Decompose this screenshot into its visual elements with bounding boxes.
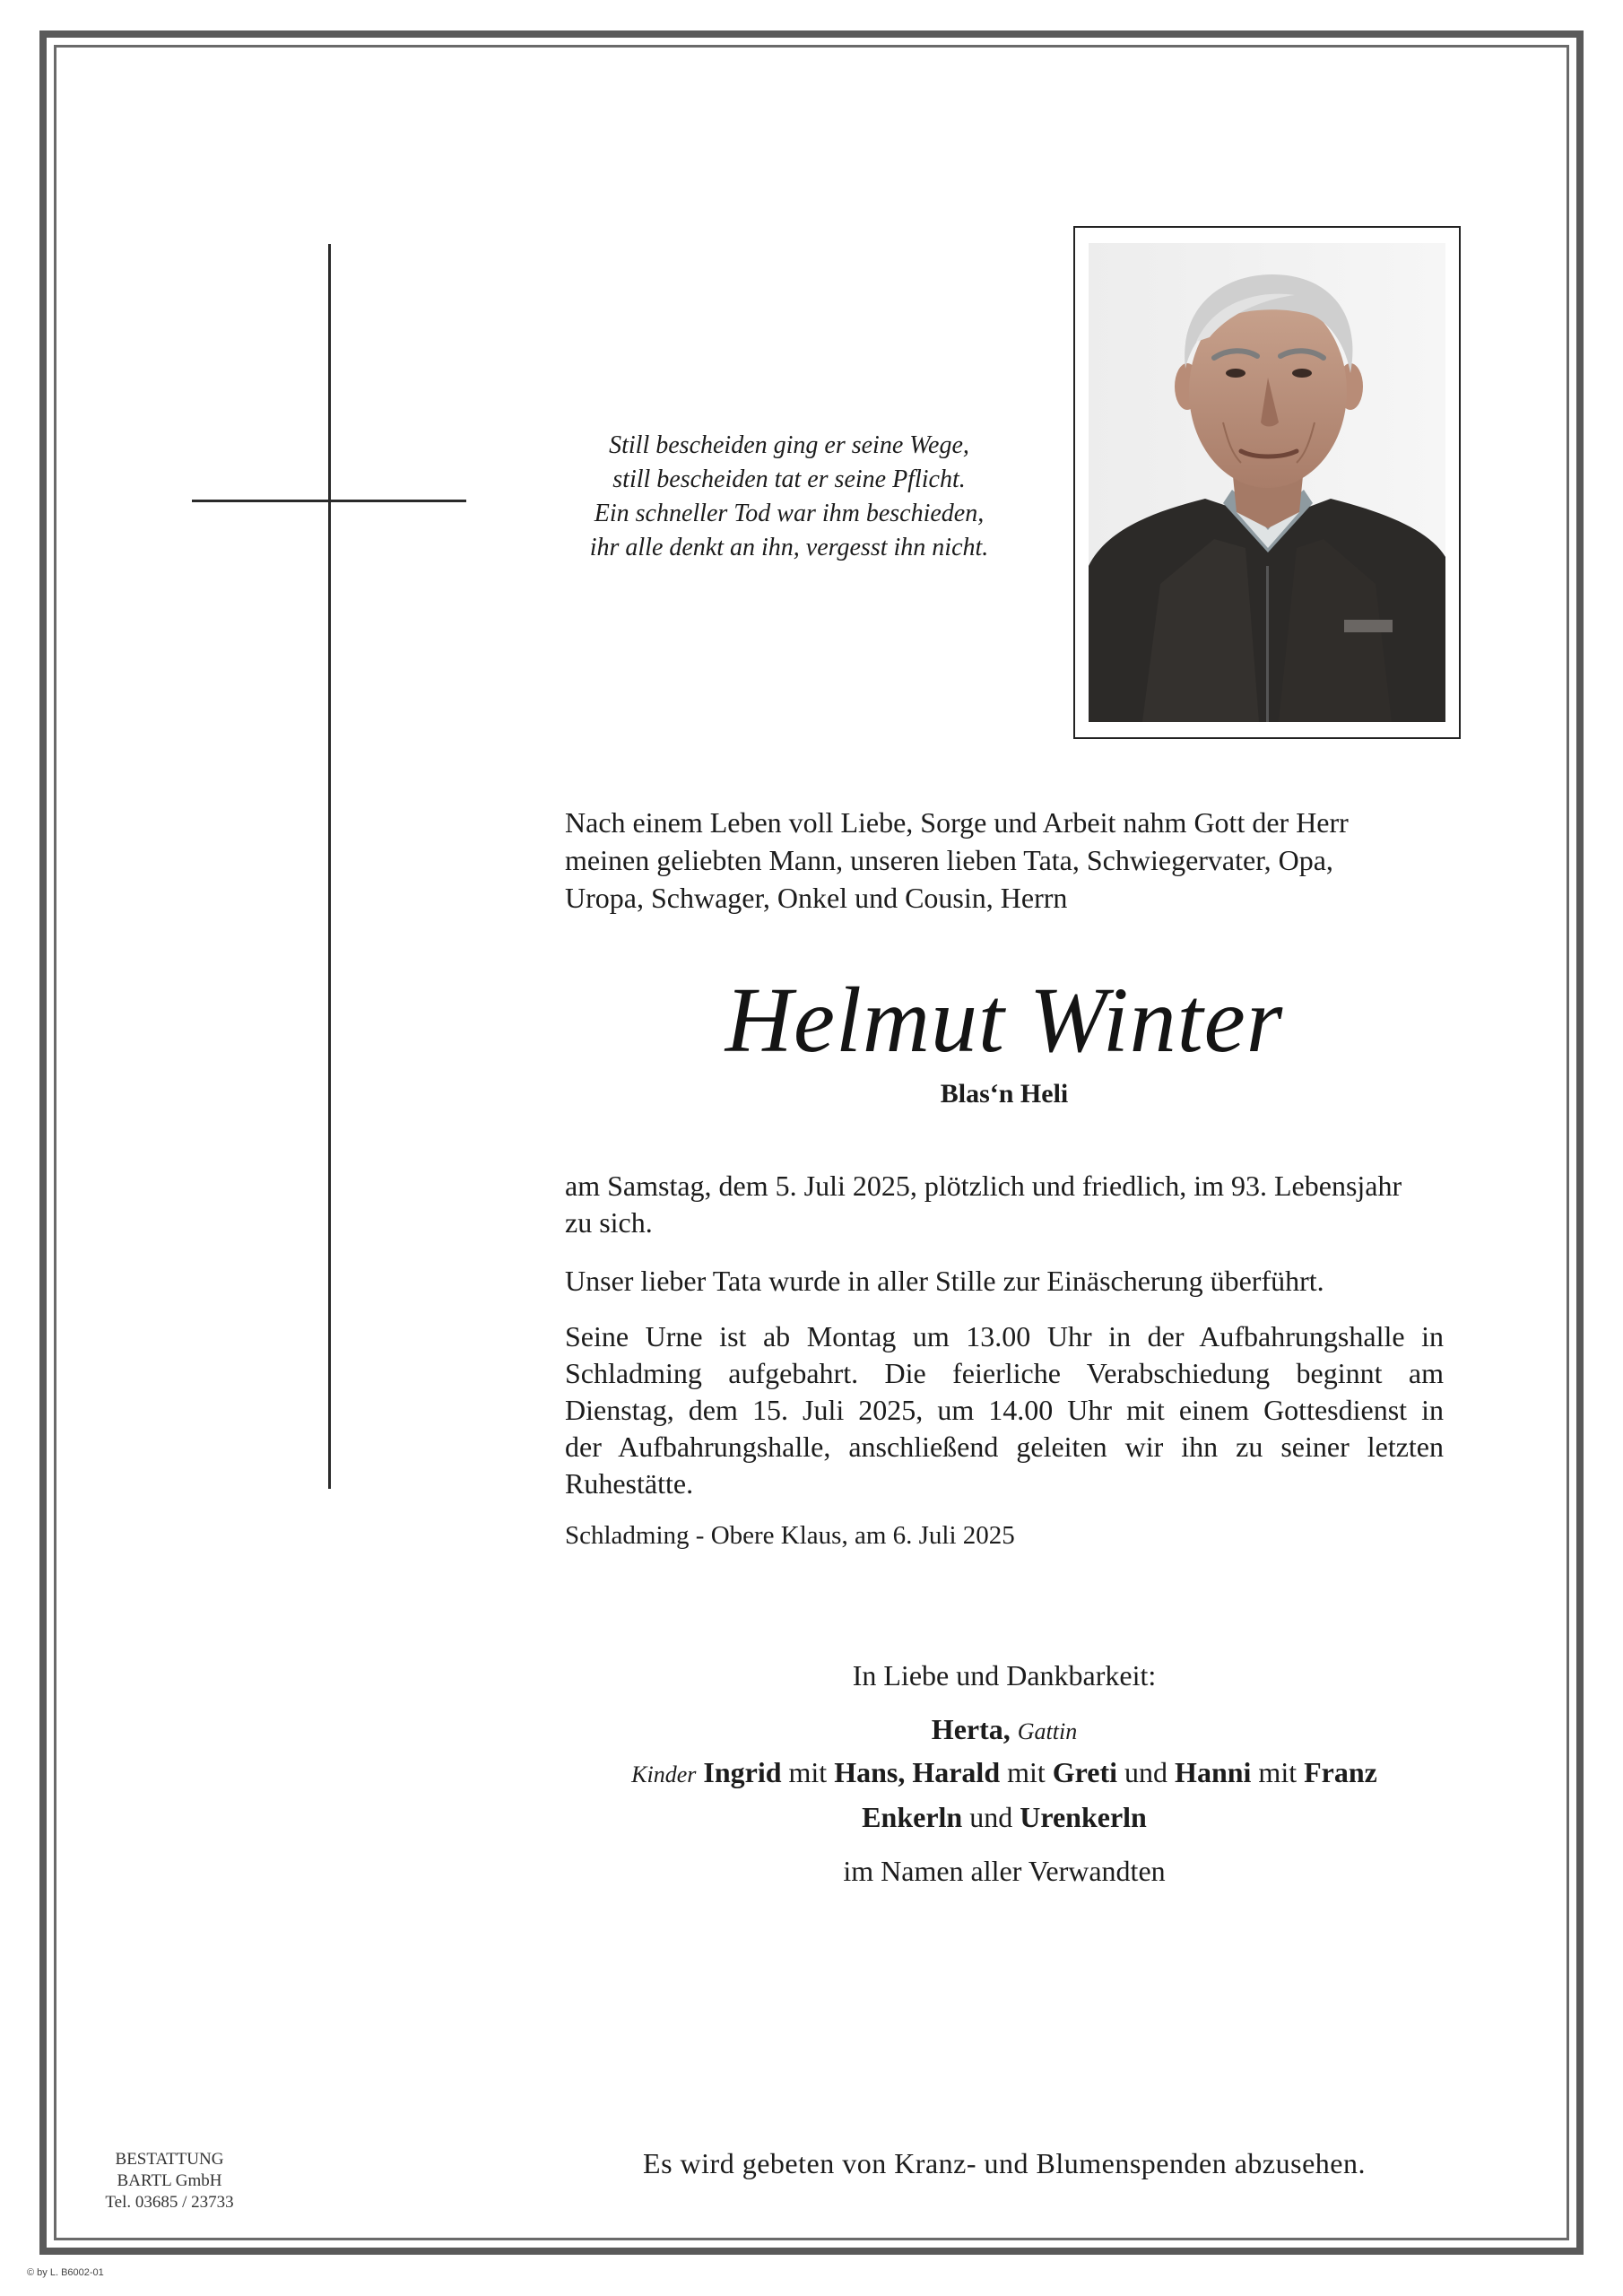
undertaker-line: BARTL GmbH [117,2171,222,2190]
ceremony-line: Dienstag, dem 15. Juli 2025, um 14.00 Uhr mit einem Gottesdienst in [565,1394,1444,1426]
wife-role: Gattin [1017,1718,1078,1744]
cremation-note [565,1263,1444,1300]
intro-paragraph [565,804,1444,917]
cremation-line: Unser lieber Tata wurde in aller Stille zur Einäscherung überführt. [565,1265,1324,1297]
child-name: Hanni [1175,1756,1252,1788]
ceremony-line: der Aufbahrungshalle, anschließend geleiten wir ihn zu seiner letzten [565,1431,1444,1463]
spouse-name: Hans, [834,1756,906,1788]
ceremony-line: Ruhestätte. [565,1467,694,1500]
connector-word: und [1124,1756,1168,1788]
mourner-children [538,1754,1471,1793]
memorial-poem [538,429,1040,565]
mourner-grandchildren [538,1799,1471,1835]
announcement-line: zu sich. [565,1206,653,1239]
spouse-name: Greti [1052,1756,1118,1788]
spouse-name: Franz [1304,1756,1377,1788]
wife-name: Herta, [931,1713,1011,1745]
flower-donation-note: Es wird gebeten von Kranz- und Blumenspenden abzusehen. [643,2147,1366,2179]
intro-line: Nach einem Leben voll Liebe, Sorge und Arbeit nahm Gott der Herr [565,806,1349,839]
portrait-frame [1073,226,1461,739]
grandchildren-label: Enkerln [862,1801,963,1833]
great-grandchildren-label: Urenkerln [1020,1801,1147,1833]
portrait-photo [1089,243,1445,722]
intro-line: meinen geliebten Mann, unseren lieben Tata, Schwiegervater, Opa, [565,844,1333,876]
child-name: Harald [912,1756,1001,1788]
poem-line: still bescheiden tat er seine Pflicht. [612,465,966,493]
place-and-date [565,1518,1444,1554]
ceremony-details [565,1318,1444,1502]
poem-line: Still bescheiden ging er seine Wege, [609,431,969,459]
child-name: Ingrid [703,1756,782,1788]
connector-word: mit [788,1756,828,1788]
connector-word: mit [1258,1756,1298,1788]
relatives-line: im Namen aller Verwandten [843,1855,1166,1887]
connector-word: und [969,1801,1013,1833]
intro-line: Uropa, Schwager, Onkel und Cousin, Herrn [565,882,1068,914]
undertaker-line: BESTATTUNG [115,2150,224,2169]
closing-greeting: In Liebe und Dankbarkeit: [852,1659,1157,1692]
undertaker-stamp [86,2149,253,2213]
deceased-nickname: Blas‘n Heli [940,1079,1069,1109]
ceremony-line: Schladming aufgebahrt. Die feierliche Verabschiedung beginnt am [565,1357,1444,1389]
portrait-illustration [1089,243,1445,722]
undertaker-line: Tel. 03685 / 23733 [105,2193,234,2212]
deceased-name: Helmut Winter [725,969,1284,1072]
children-label: Kinder [631,1761,697,1787]
death-announcement [565,1168,1444,1241]
ceremony-line: Seine Urne ist ab Montag um 13.00 Uhr in der Aufbahrungshalle in [565,1320,1444,1352]
announcement-line: am Samstag, dem 5. Juli 2025, plötzlich und friedlich, im 93. Lebensjahr [565,1170,1402,1202]
cross-vertical-bar [328,244,331,1489]
place-date-line: Schladming - Obere Klaus, am 6. Juli 2025 [565,1521,1015,1550]
poem-line: Ein schneller Tod war ihm beschieden, [594,500,985,527]
mourner-wife [538,1711,1471,1750]
cross-horizontal-bar [192,500,466,502]
connector-word: mit [1007,1756,1046,1788]
poem-line: ihr alle denkt an ihn, vergesst ihn nicht. [589,534,989,561]
copyright-notice: © by L. B6002-01 [27,2267,104,2278]
